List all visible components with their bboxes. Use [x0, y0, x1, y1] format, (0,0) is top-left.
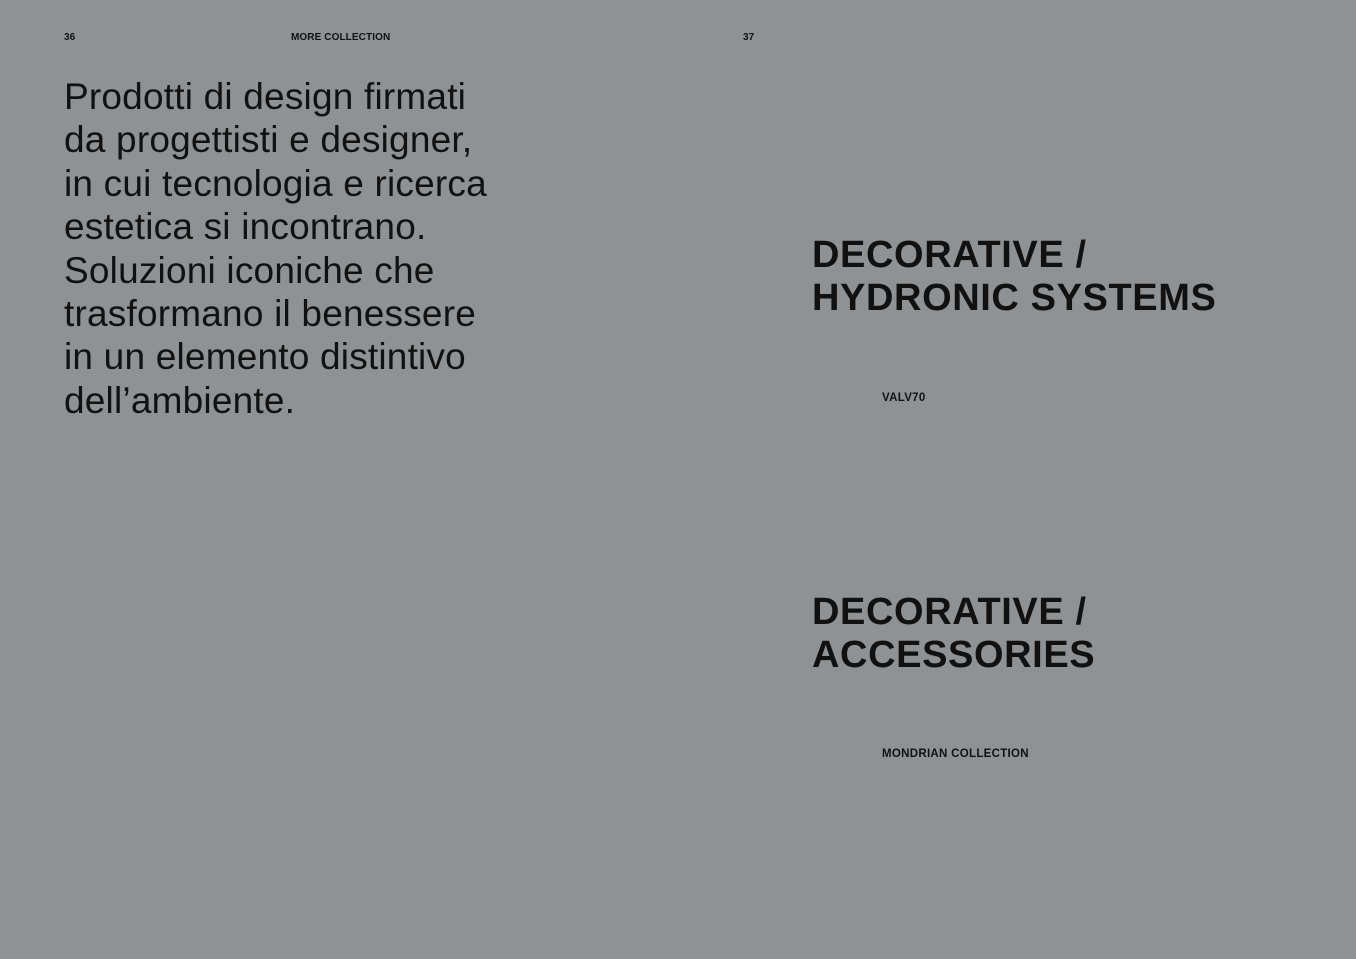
intro-line: dell’ambiente.	[64, 379, 296, 421]
intro-line: Prodotti di design firmati	[64, 76, 467, 117]
intro-line: in un elemento distintivo	[64, 336, 466, 378]
intro-line: estetica si incontrano.	[64, 206, 427, 248]
section-title-line: DECORATIVE /	[812, 591, 1087, 633]
section-title-accessories	[812, 591, 1095, 677]
intro-paragraph	[64, 75, 584, 422]
product-label-valv70: VALV70	[882, 392, 926, 404]
intro-line: Soluzioni iconiche che	[64, 249, 435, 291]
product-label-mondrian-collection: MONDRIAN COLLECTION	[882, 748, 1029, 760]
page-number-left: 36	[64, 32, 76, 43]
section-title-line: ACCESSORIES	[812, 634, 1096, 676]
intro-line: in cui tecnologia e ricerca	[64, 162, 487, 204]
section-title-hydronic-systems	[812, 234, 1216, 320]
intro-line: da progettisti e designer,	[64, 119, 473, 161]
running-head: MORE COLLECTION	[291, 32, 391, 43]
intro-line: trasformano il benessere	[64, 293, 476, 335]
section-title-line: DECORATIVE /	[812, 234, 1087, 276]
section-title-line: HYDRONIC SYSTEMS	[812, 277, 1217, 319]
page-number-right: 37	[743, 32, 755, 43]
